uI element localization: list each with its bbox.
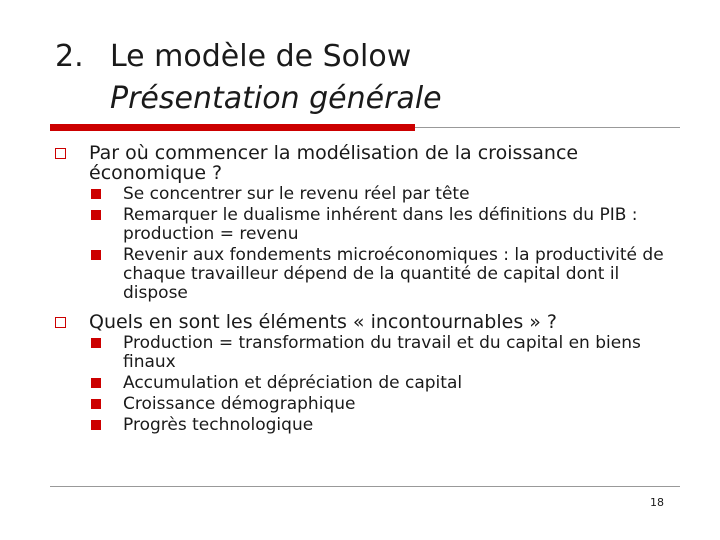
sub-bullet-text: Croissance démographique: [123, 394, 356, 414]
slide-number: 2.: [55, 39, 84, 74]
filled-square-bullet-icon: [91, 250, 101, 260]
filled-square-bullet-icon: [91, 338, 101, 348]
hollow-square-bullet-icon: [55, 148, 66, 159]
filled-square-bullet-icon: [91, 420, 101, 430]
slide-content: [55, 140, 685, 435]
footer-divider: [50, 486, 680, 487]
sub-bullet: [55, 395, 685, 414]
slide-title-text: Le modèle de Solow: [110, 39, 412, 74]
title-divider-accent: [50, 124, 415, 131]
sub-bullet: [55, 416, 685, 435]
sub-bullet: [55, 185, 685, 204]
sub-bullet: [55, 246, 685, 303]
filled-square-bullet-icon: [91, 378, 101, 388]
filled-square-bullet-icon: [91, 189, 101, 199]
sub-bullet-text: Progrès technologique: [123, 415, 314, 435]
title-divider: [50, 124, 680, 129]
sub-bullet: [55, 374, 685, 393]
sub-bullet-text: Se concentrer sur le revenu réel par tête: [123, 184, 470, 204]
bullet-section-1-text: Par où commencer la modélisation de la croissance économique ?: [89, 142, 579, 184]
title-divider-line: [415, 127, 680, 128]
sub-bullet-text: Revenir aux fondements microéconomiques : la productivité de chaque travailleur dépend de la quantité de capital dont il dispose: [123, 245, 664, 303]
filled-square-bullet-icon: [91, 399, 101, 409]
filled-square-bullet-icon: [91, 210, 101, 220]
bullet-section-1: [55, 143, 685, 183]
sub-bullet: [55, 334, 685, 372]
hollow-square-bullet-icon: [55, 317, 66, 328]
sub-bullet-text: Accumulation et dépréciation de capital: [123, 373, 463, 393]
slide-title: [55, 38, 411, 76]
sub-bullet-text: Remarquer le dualisme inhérent dans les définitions du PIB : production = revenu: [123, 205, 638, 244]
page-number: 18: [650, 496, 664, 509]
bullet-section-2: [55, 312, 685, 332]
sub-bullet-text: Production = transformation du travail et du capital en biens finaux: [123, 333, 641, 372]
slide-subtitle: Présentation générale: [110, 81, 442, 116]
bullet-section-2-text: Quels en sont les éléments « incontournables » ?: [89, 311, 558, 333]
sub-bullet: [55, 206, 685, 244]
